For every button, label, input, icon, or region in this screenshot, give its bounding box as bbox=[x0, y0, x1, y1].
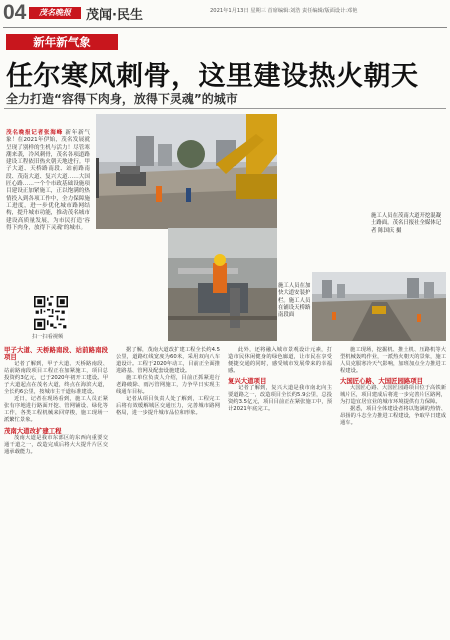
body-paragraph: 记者了解到，复兴大道是我市南北向主要道路之一，改造项目全长约5.9公里，总投资约3.5亿元，项目目前正在紧张施工中，预计2021年底完工。 bbox=[228, 385, 332, 413]
body-column-2 bbox=[116, 347, 220, 417]
qr-label: 扫一扫看视频 bbox=[32, 334, 64, 340]
body-column-1 bbox=[4, 347, 108, 456]
body-paragraph: 大国匠心路、大国匠园路项目位于高铁新城片区，项目建成后将进一步完善片区路网，为打造宜居宜业的城市环境提供有力保障。 bbox=[340, 385, 446, 406]
body-column-3 bbox=[228, 347, 332, 413]
body-paragraph: 施工现场，挖掘机、推土机、压路机等大型机械轰鸣作业，一派热火朝天的景象，施工人员克服寒冷天气影响，加班加点全力推进工程建设。 bbox=[340, 347, 446, 375]
construction-photo-main bbox=[96, 114, 277, 229]
header-rule bbox=[3, 27, 447, 28]
body-paragraph: 此外，还将融入城市景观设计元素，打造市民休闲健身的绿色廊道，让市民在享受便捷交通的同时，感受城市发展带来的幸福感。 bbox=[228, 347, 332, 375]
section-subtitle: 大国匠心路、大国匠园路项目 bbox=[340, 377, 424, 386]
intro-paragraph bbox=[6, 130, 90, 232]
body-paragraph: 记者了解到，甲子大道、天桥路南段、站前路南段项目工程正在加紧施工，项目总投资约3亿元，已于2020年初开工建设。甲子大道起点在茂名大道，终点在海滨大道，全长约6公里，按城市主干道标准建设。 bbox=[4, 361, 108, 396]
byline: 茂名晚报记者张海峰 bbox=[6, 130, 63, 136]
section-subtitle: 茂南大道改扩建工程 bbox=[4, 426, 62, 435]
intro-text: 新年新气象！在2021年伊始，茂名发展就呈现了别样的生机与活力！尽管寒潮来袭，冷风刺骨，茂名各项道路建设工程依旧热火朝天地进行。甲子大道、天桥路南段、站前路南段、茂南大道、复兴大道……大国匠心路……一个个市政基础设施项目建设正加紧施工，正以饱满的热情投入到各项工作中，全力保障施工进度，进一步优化城市路网结构，提升城市功能，推动茂名城市建设高质量发展，为市民打造‘容得下肉身，放得下灵魂’的城市。 bbox=[6, 130, 90, 231]
photo-caption-small: 施工人员在加快大道安装护栏。施工人员在铺设天桥路南段面 bbox=[278, 283, 311, 319]
photo-caption-main: 施工人员在茂南大道开挖混凝土路面。茂名日报社全媒体记者 陈国庆 摄 bbox=[371, 213, 442, 234]
qr-code-icon[interactable] bbox=[34, 296, 68, 330]
body-paragraph: 据了解，茂南大道改扩建工程全长约4.5公里，道路红线宽度为60米，采用双向八车道设计。工程于2020年动工，目前正全面推进路基、管网及配套设施建设。 bbox=[116, 347, 220, 375]
headline-rule bbox=[4, 108, 446, 109]
construction-photo-worker bbox=[168, 228, 277, 341]
body-paragraph: 施工单位负责人介绍，目前正抓紧进行老路破除、雨污管网施工，力争早日实现主线通车目标。 bbox=[116, 375, 220, 396]
body-paragraph: 据悉，项目全体建设者将以饱满的热情、昂扬的斗志全力推进工程建设，争取早日建成通车。 bbox=[340, 406, 446, 427]
section-subtitle: 甲子大道、天桥路南段、站前路南段项目 bbox=[4, 346, 108, 362]
newspaper-logo: 茂名晚报 bbox=[29, 7, 81, 19]
road-construction-photo bbox=[312, 272, 446, 341]
body-paragraph: 近日，记者在现场看到，施工人员正紧张有序地进行路面开挖、管网铺设、绿化等工作，各类工程机械来回穿梭，施工现场一派繁忙景象。 bbox=[4, 396, 108, 424]
page-number: 04 bbox=[3, 1, 27, 24]
body-paragraph: 记者从项目负责人处了解到，工程完工后将有效缓解城区交通压力，完善城市路网格局，进一步提升城市品位和形象。 bbox=[116, 396, 220, 417]
body-column-4 bbox=[340, 347, 446, 428]
section-subtitle: 复兴大道项目 bbox=[228, 377, 267, 386]
topic-tag: 新年新气象 bbox=[6, 34, 118, 50]
section-title: 茂闻·民生 bbox=[86, 8, 143, 23]
subheadline: 全力打造“容得下肉身，放得下灵魂”的城市 bbox=[6, 92, 238, 106]
headline: 任尔寒风刺骨，这里建设热火朝天 bbox=[6, 61, 419, 92]
body-paragraph: 茂南大道是我市东部区的东西向重要交通干道之一，改造完成后将大大提升片区交通承载能力。 bbox=[4, 434, 108, 455]
dateline: 2021年1月13日 星期三 首席编辑:刘浩 责任编辑/版面设计:邓艳 bbox=[210, 8, 358, 14]
